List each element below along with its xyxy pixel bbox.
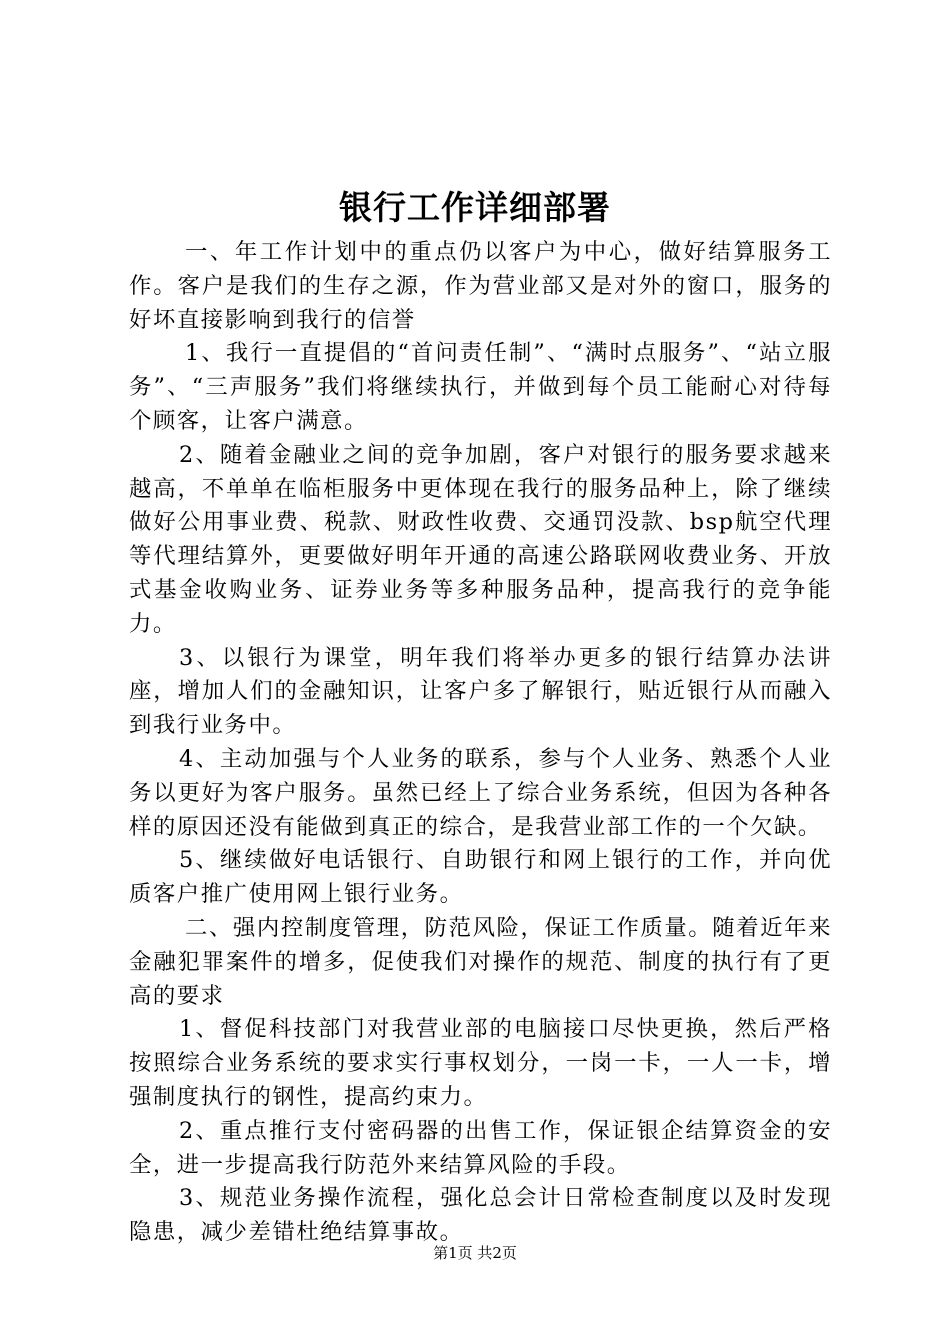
section-two-intro: 二、强内控制度管理，防范风险，保证工作质量。随着近年来金融犯罪案件的增多，促使我们对操作的规范、制度的执行有了更高的要求 <box>129 914 832 1009</box>
section-one-intro: 一、年工作计划中的重点仍以客户为中心，做好结算服务工作。客户是我们的生存之源，作为营业部又是对外的窗口，服务的好坏直接影响到我行的信誉 <box>129 239 832 333</box>
document-body <box>129 236 832 1250</box>
paragraph-2-3: 3、规范业务操作流程，强化总会计日常检查制度以及时发现隐患，减少差错杜绝结算事故。 <box>129 1185 832 1246</box>
paragraph-1-1: 1、我行一直提倡的“首问责任制”、“满时点服务”、“站立服务”、“三声服务”我们将继续执行，并做到每个员工能耐心对待每个顾客，让客户满意。 <box>129 340 832 434</box>
paragraph-2-1: 1、督促科技部门对我营业部的电脑接口尽快更换，然后严格按照综合业务系统的要求实行事权划分，一岗一卡，一人一卡，增强制度执行的钢性，提高约束力。 <box>129 1016 832 1110</box>
paragraph-2-2: 2、重点推行支付密码器的出售工作，保证银企结算资金的安全，进一步提高我行防范外来结算风险的手段。 <box>129 1117 832 1178</box>
paragraph-1-2: 2、随着金融业之间的竞争加剧，客户对银行的服务要求越来越高，不单单在临柜服务中更体现在我行的服务品种上，除了继续做好公用事业费、税款、财政性收费、交通罚没款、bsp航空代理等代理结算外，更要做好明年开通的高速公路联网收费业务、开放式基金收购业务、证券业务等多种服务品种，提高我行的竞争能力。 <box>129 441 832 637</box>
document-title: 银行工作详细部署 <box>339 188 611 227</box>
paragraph-1-4: 4、主动加强与个人业务的联系，参与个人业务、熟悉个人业务以更好为客户服务。虽然已经上了综合业务系统，但因为各种各样的原因还没有能做到真正的综合，是我营业部工作的一个欠缺。 <box>129 745 832 840</box>
paragraph-1-3: 3、以银行为课堂，明年我们将举办更多的银行结算办法讲座，增加人们的金融知识，让客户多了解银行，贴近银行从而融入到我行业务中。 <box>129 644 832 739</box>
paragraph-1-5: 5、继续做好电话银行、自助银行和网上银行的工作，并向优质客户推广使用网上银行业务。 <box>129 847 832 908</box>
page-footer: 第1页 共2页 <box>433 1244 517 1262</box>
